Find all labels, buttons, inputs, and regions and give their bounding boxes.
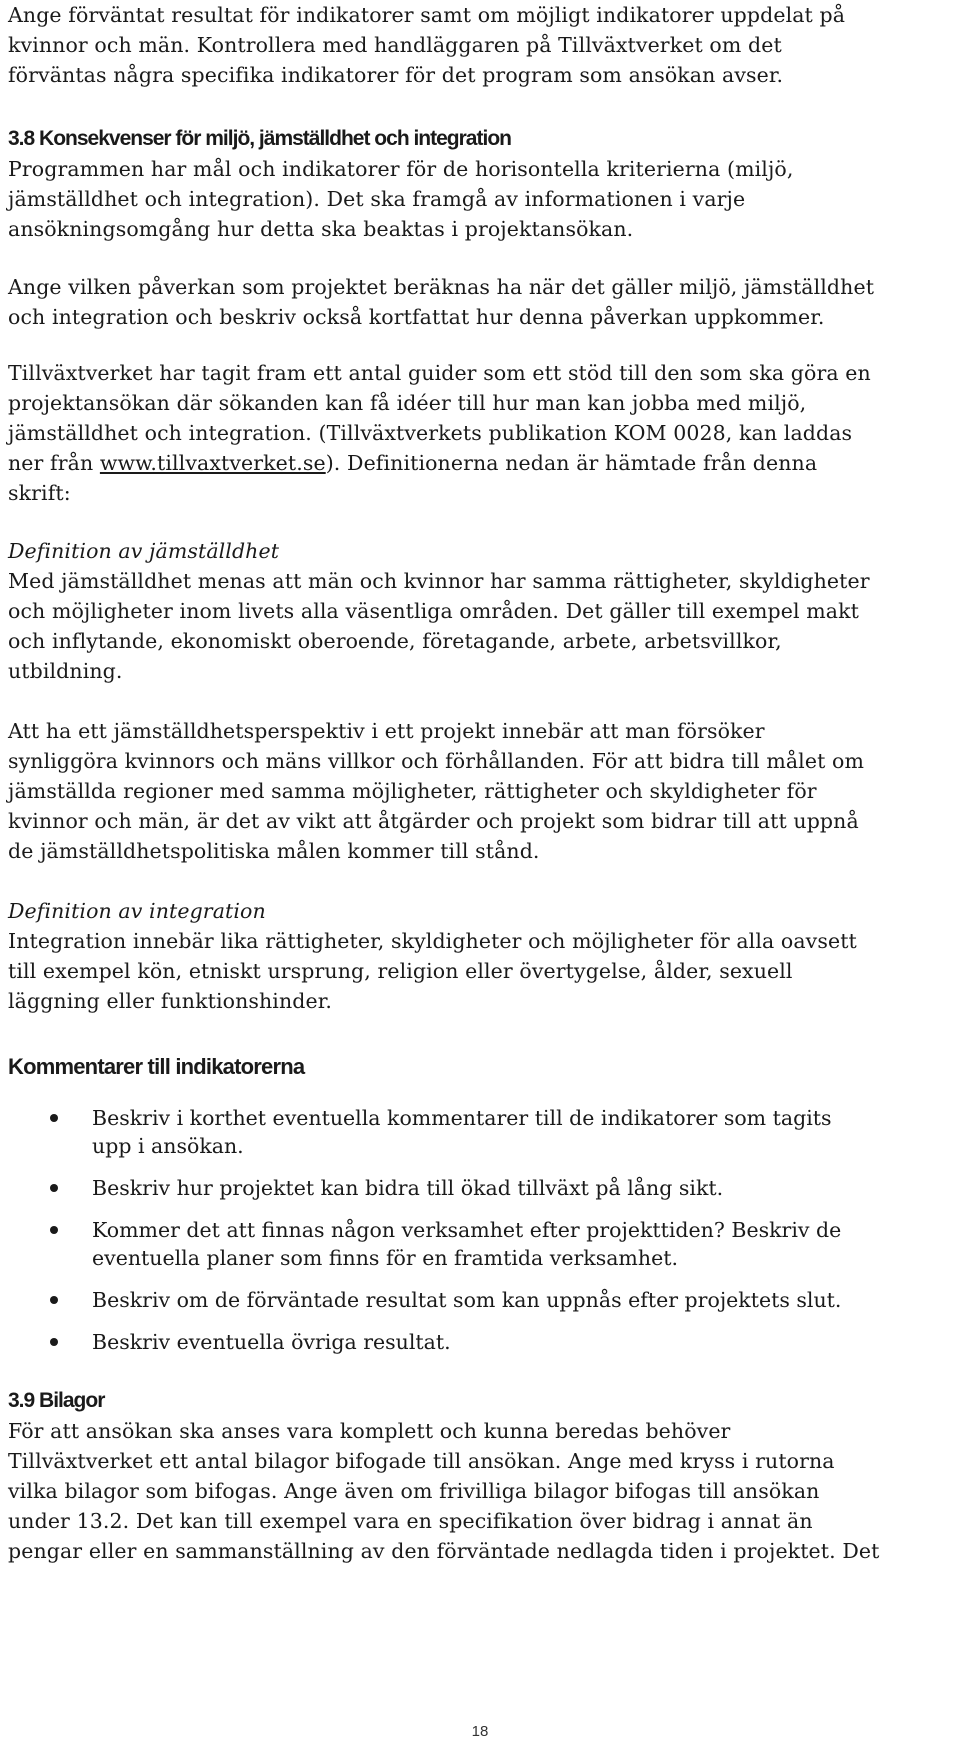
list-item-text: Beskriv i korthet eventuella kommentarer till de indikatorer som tagits (92, 1106, 832, 1130)
section-3-8-paragraph-1 (8, 154, 952, 244)
section-3-8-paragraph-2 (8, 272, 952, 332)
list-item (8, 1328, 952, 1356)
text-line: de jämställdhetspolitiska målen kommer till stånd. (8, 839, 540, 863)
definition-title: Definition av jämställdhet (8, 539, 280, 563)
intro-line: kvinnor och män. Kontrollera med handläggaren på Tillväxtverket om det (8, 33, 782, 57)
text-line: projektansökan där sökanden kan få idéer till hur man kan jobba med miljö, (8, 391, 807, 415)
intro-line: förväntas några specifika indikatorer för det program som ansökan avser. (8, 63, 784, 87)
text-line: Tillväxtverket ett antal bilagor bifogade till ansökan. Ange med kryss i rutorna (8, 1449, 835, 1473)
bullet-icon (50, 1114, 58, 1122)
text-fragment: ). Definitionerna nedan är hämtade från denna (325, 451, 818, 475)
text-line: och inflytande, ekonomiskt oberoende, företagande, arbete, arbetsvillkor, (8, 629, 782, 653)
text-line: synliggöra kvinnors och mäns villkor och förhållanden. För att bidra till målet om (8, 749, 865, 773)
text-fragment: ner från (8, 451, 100, 475)
list-item-text: eventuella planer som finns för en framtida verksamhet. (92, 1246, 678, 1270)
list-item-text: Kommer det att finnas någon verksamhet efter projekttiden? Beskriv de (92, 1218, 842, 1242)
comments-heading: Kommentarer till indikatorerna (8, 1054, 305, 1079)
text-line: För att ansökan ska anses vara komplett och kunna beredas behöver (8, 1419, 731, 1443)
intro-line: Ange förväntat resultat för indikatorer samt om möjligt indikatorer uppdelat på (8, 3, 846, 27)
intro-paragraph (8, 0, 952, 90)
text-line: och integration och beskriv också kortfattat hur denna påverkan uppkommer. (8, 305, 825, 329)
document-page (8, 0, 952, 1566)
list-item-text: Beskriv hur projektet kan bidra till ökad tillväxt på lång sikt. (92, 1176, 724, 1200)
website-link[interactable]: www.tillvaxtverket.se (99, 451, 326, 475)
definition-title: Definition av integration (8, 899, 266, 923)
text-line: Med jämställdhet menas att män och kvinnor har samma rättigheter, skyldigheter (8, 569, 870, 593)
section-heading-3-8: 3.8 Konsekvenser för miljö, jämställdhet och integration (8, 127, 511, 150)
section-3-9-paragraph (8, 1416, 952, 1566)
text-line: till exempel kön, etniskt ursprung, religion eller övertygelse, ålder, sexuell (8, 959, 793, 983)
text-line: Ange vilken påverkan som projektet beräknas ha när det gäller miljö, jämställdhet (8, 275, 875, 299)
text-line: jämställdhet och integration. (Tillväxtverkets publikation KOM 0028, kan laddas (8, 421, 853, 445)
list-item-text: Beskriv eventuella övriga resultat. (92, 1330, 451, 1354)
definition-gender-equality (8, 536, 952, 686)
list-item (8, 1286, 952, 1314)
text-line: kvinnor och män, är det av vikt att åtgärder och projekt som bidrar till att uppnå (8, 809, 859, 833)
section-3-8-paragraph-3 (8, 358, 952, 508)
bullet-icon (50, 1226, 58, 1234)
text-line: Tillväxtverket har tagit fram ett antal guider som ett stöd till den som ska göra en (8, 361, 871, 385)
section-heading-3-9: 3.9 Bilagor (8, 1389, 105, 1412)
definition-integration (8, 896, 952, 1016)
list-item (8, 1104, 952, 1160)
comments-bullet-list (8, 1104, 952, 1356)
list-item-text: upp i ansökan. (92, 1134, 244, 1158)
text-line: under 13.2. Det kan till exempel vara en specifikation över bidrag i annat än (8, 1509, 813, 1533)
text-line-with-link (8, 448, 952, 478)
text-line: och möjligheter inom livets alla väsentliga områden. Det gäller till exempel makt (8, 599, 859, 623)
page-number: 18 (471, 1723, 489, 1740)
text-line: vilka bilagor som bifogas. Ange även om frivilliga bilagor bifogas till ansökan (8, 1479, 820, 1503)
text-line: Att ha ett jämställdhetsperspektiv i ett projekt innebär att man försöker (8, 719, 765, 743)
text-line: jämställda regioner med samma möjligheter, rättigheter och skyldigheter för (8, 779, 817, 803)
list-item (8, 1216, 952, 1272)
text-line: pengar eller en sammanställning av den förväntade nedlagda tiden i projektet. Det (8, 1539, 880, 1563)
list-item (8, 1174, 952, 1202)
text-line: skrift: (8, 481, 71, 505)
list-item-text: Beskriv om de förväntade resultat som kan uppnås efter projektets slut. (92, 1288, 842, 1312)
text-line: utbildning. (8, 659, 123, 683)
bullet-icon (50, 1184, 58, 1192)
text-line: Integration innebär lika rättigheter, skyldigheter och möjligheter för alla oavsett (8, 929, 857, 953)
text-line: läggning eller funktionshinder. (8, 989, 332, 1013)
text-line: ansökningsomgång hur detta ska beaktas i projektansökan. (8, 217, 634, 241)
text-line: Programmen har mål och indikatorer för de horisontella kriterierna (miljö, (8, 157, 794, 181)
bullet-icon (50, 1296, 58, 1304)
bullet-icon (50, 1338, 58, 1346)
text-line: jämställdhet och integration). Det ska framgå av informationen i varje (8, 187, 746, 211)
gender-perspective-paragraph (8, 716, 952, 866)
